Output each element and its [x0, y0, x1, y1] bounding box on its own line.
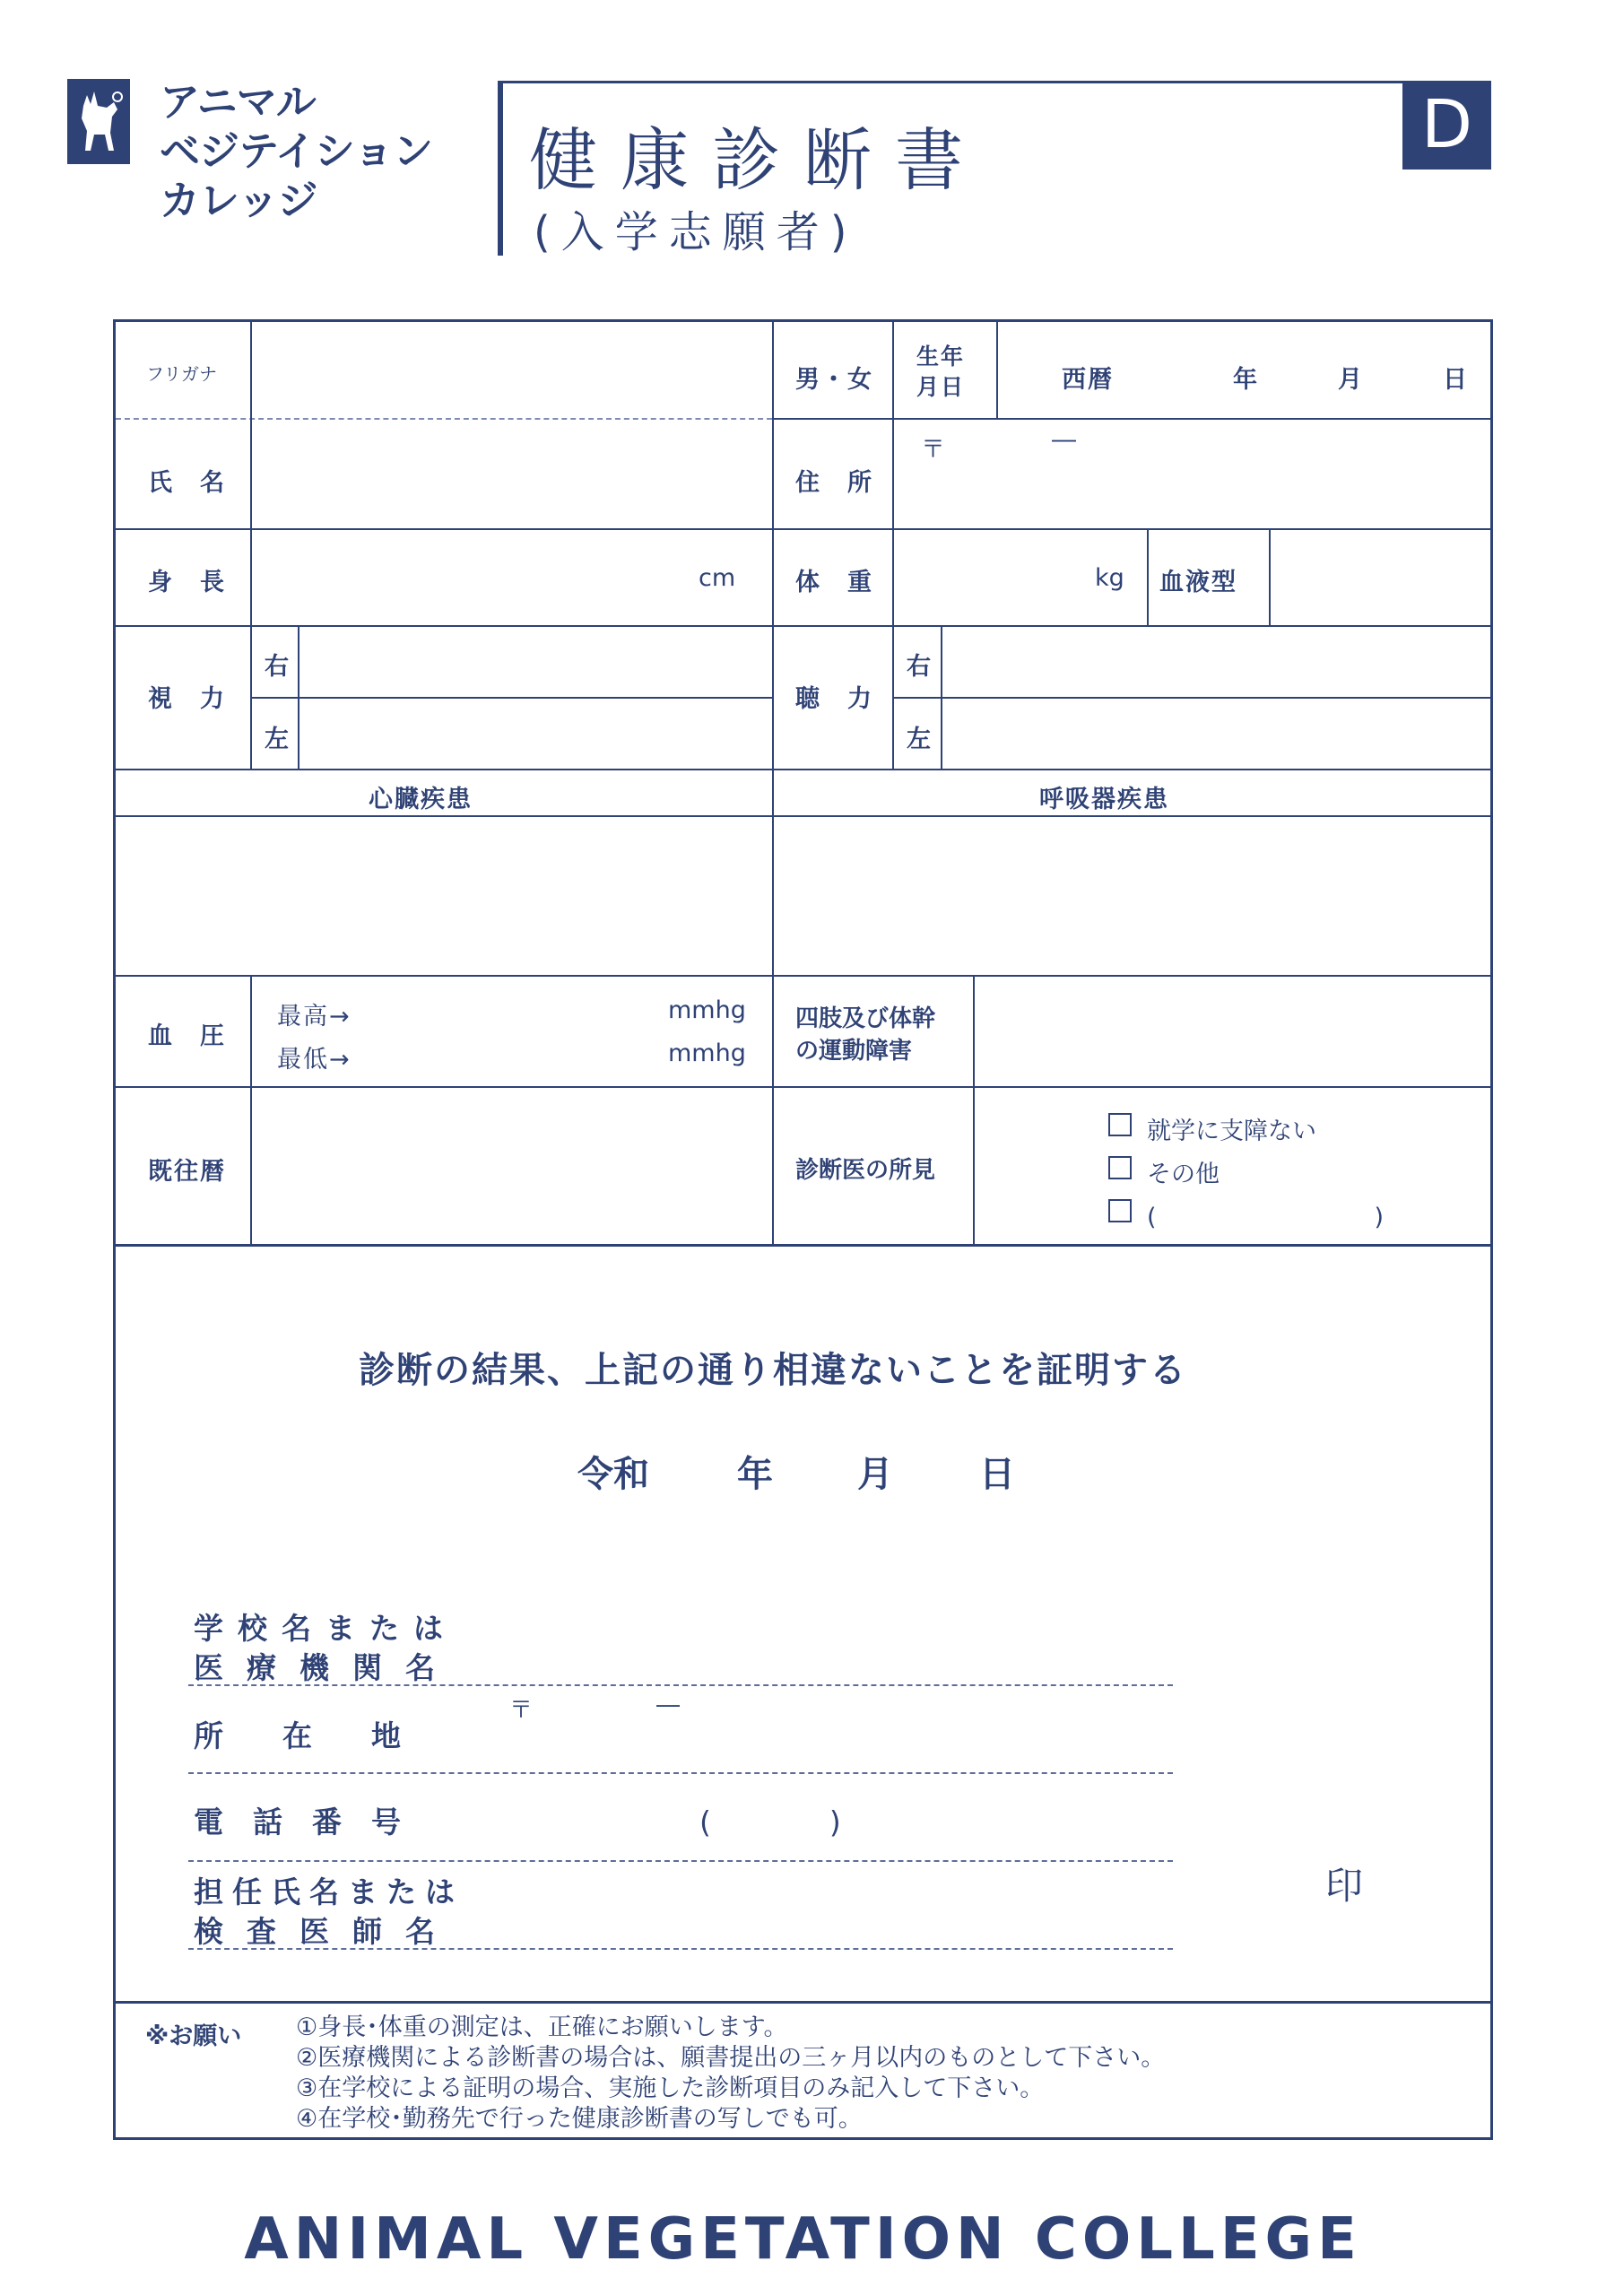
row-divider — [116, 769, 1493, 770]
school-name-label-2: 医療機関名 — [194, 1650, 458, 1685]
vision-label: 視 力 — [148, 685, 226, 713]
hearing-label: 聴 力 — [795, 685, 873, 713]
cert-era: 令和 — [577, 1454, 649, 1495]
bp-low-unit: mmhg — [668, 1039, 746, 1067]
logo-line-2: ベジテイション — [160, 127, 432, 175]
name-field[interactable] — [259, 421, 770, 526]
col-divider — [941, 625, 942, 769]
phone-line[interactable] — [188, 1860, 1173, 1862]
birth-date-label: 生年月日 — [916, 344, 966, 400]
col-divider — [996, 322, 998, 418]
notes-list — [296, 2013, 1165, 2135]
teacher-name-label-2: 検査医師名 — [194, 1914, 458, 1949]
medical-history-label: 既往暦 — [148, 1158, 226, 1186]
phone-parentheses: ( ) — [699, 1805, 841, 1839]
row-divider — [116, 975, 1493, 977]
furigana-divider — [116, 418, 772, 420]
vision-left-label: 左 — [265, 726, 291, 753]
col-divider — [772, 322, 774, 1247]
address-postal-dash: ― — [1052, 426, 1076, 454]
phone-label: 電 話 番 号 — [194, 1805, 401, 1839]
form-type-badge: D — [1402, 81, 1491, 170]
no-hindrance-label: 就学に支障ない — [1147, 1118, 1316, 1145]
weight-unit: kg — [1095, 564, 1124, 592]
col-divider — [1269, 528, 1271, 625]
other-checkbox[interactable] — [1108, 1156, 1132, 1179]
custom-checkbox[interactable] — [1108, 1199, 1132, 1222]
birth-year: 年 — [1233, 366, 1259, 394]
limbs-disorder-label-2: の運動障害 — [795, 1038, 913, 1065]
furigana-label: フリガナ — [146, 363, 217, 385]
row-divider — [116, 528, 1493, 530]
vision-right-label: 右 — [265, 653, 291, 681]
hearing-subdivider — [892, 697, 1493, 699]
blood-type-label: 血液型 — [1159, 569, 1237, 596]
height-label: 身 長 — [148, 569, 226, 596]
notes-heading: ※お願い — [145, 2022, 242, 2050]
respiratory-disease-label: 呼吸器疾患 — [1039, 786, 1169, 813]
teacher-name-label-1: 担任氏名または — [194, 1874, 464, 1909]
teacher-name-line[interactable] — [188, 1948, 1173, 1950]
hearing-right-label: 右 — [907, 653, 933, 681]
weight-label: 体 重 — [795, 569, 873, 596]
college-logo-text — [160, 77, 432, 225]
hearing-left-label: 左 — [907, 726, 933, 753]
bp-high-unit: mmhg — [668, 996, 746, 1024]
no-hindrance-checkbox[interactable] — [1108, 1113, 1132, 1136]
health-form-table — [113, 319, 1493, 1247]
birth-day: 日 — [1443, 366, 1469, 394]
seal-mark: 印 — [1325, 1864, 1364, 1908]
bp-high-label: 最高→ — [277, 1003, 352, 1031]
row-divider — [772, 418, 1493, 420]
other-label: その他 — [1147, 1161, 1220, 1188]
bp-low-label: 最低→ — [277, 1046, 352, 1074]
col-divider — [250, 528, 252, 769]
document-subtitle: (入学志願者) — [534, 207, 858, 257]
custom-option-blank: ( ) — [1147, 1204, 1385, 1231]
logo-line-3: カレッジ — [160, 177, 317, 224]
limbs-disorder-label-1: 四肢及び体幹 — [795, 1005, 936, 1032]
college-logo-icon — [67, 79, 130, 164]
address-label: 住 所 — [795, 469, 873, 497]
row-divider — [116, 1086, 1493, 1088]
school-name-line[interactable] — [188, 1684, 1173, 1686]
col-divider — [250, 975, 252, 1247]
row-divider — [116, 625, 1493, 627]
document-title: 健康診断書 — [529, 120, 986, 200]
cert-day: 日 — [979, 1454, 1015, 1495]
cert-month: 月 — [857, 1454, 893, 1495]
doctor-opinion-label: 診断医の所見 — [795, 1157, 936, 1184]
row-divider — [116, 815, 1493, 817]
sex-label: 男・女 — [795, 366, 873, 394]
col-divider — [250, 322, 252, 528]
location-postal-dash: ― — [656, 1692, 680, 1718]
cert-year: 年 — [737, 1454, 773, 1495]
col-divider — [892, 322, 894, 769]
school-name-label-1: 学校名または — [194, 1611, 457, 1646]
height-unit: cm — [699, 564, 736, 592]
col-divider — [298, 625, 299, 769]
note-item: ②医療機関による診断書の場合は、願書提出の三ヶ月以内のものとして下さい。 — [296, 2044, 1166, 2072]
name-label: 氏 名 — [148, 469, 226, 497]
logo-line-1: アニマル — [160, 78, 316, 126]
vision-subdivider — [250, 697, 774, 699]
certification-statement: 診断の結果、上記の通り相違ないことを証明する — [359, 1350, 1187, 1391]
location-postal-mark: 〒 — [509, 1697, 534, 1724]
location-label: 所 在 地 — [194, 1718, 401, 1753]
birth-month: 月 — [1338, 366, 1364, 394]
note-item: ③在学校による証明の場合、実施した診断項目のみ記入して下さい。 — [296, 2074, 1045, 2102]
heart-disease-label: 心臓疾患 — [369, 786, 473, 813]
col-divider — [1147, 528, 1149, 625]
col-divider — [973, 975, 975, 1247]
college-name-footer: ANIMAL VEGETATION COLLEGE — [244, 2206, 1362, 2273]
blood-pressure-label: 血 圧 — [148, 1022, 226, 1050]
note-item: ④在学校･勤務先で行った健康診断書の写しでも可。 — [296, 2105, 863, 2133]
birth-era: 西暦 — [1062, 366, 1114, 394]
address-postal-mark: 〒 — [921, 436, 945, 464]
note-item: ①身長･体重の測定は、正確にお願いします。 — [296, 2013, 788, 2041]
location-line[interactable] — [188, 1772, 1173, 1774]
